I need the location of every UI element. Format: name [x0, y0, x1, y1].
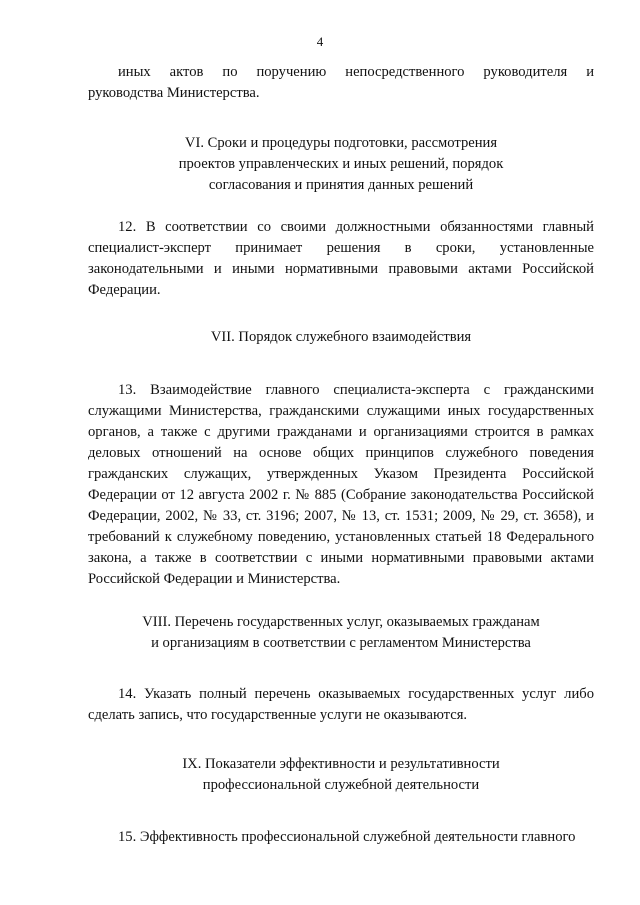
- continuation-paragraph: [88, 62, 594, 104]
- paragraph-14: 14. Указать полный перечень оказываемых государственных услуг либо сделать запись, что государственные услуги не оказываются.: [88, 686, 594, 723]
- section-6-heading: [88, 133, 594, 196]
- paragraph-13: 13. Взаимодействие главного специалиста-эксперта с гражданскими служащими Министерства, гражданскими служащими иных государственных органов, а также с другими гражданами и организациями строится в рамках деловых отношений на основе общих принципов служебного поведения гражданских служащих, утвержденных Указом Президента Российской Федерации от 12 августа 2002 г. № 885 (Собрание законодательства Российской Федерации, 2002, № 33, ст. 3196; 2007, № 13, ст. 1531; 2009, № 29, ст. 3658), и требований к служебному поведению, установленных статьей 18 Федерального закона, а также в соответствии с иными нормативными правовыми актами Российской Федерации и Министерства.: [88, 382, 594, 587]
- paragraph-15-start: 15. Эффективность профессиональной служебной деятельности главного: [118, 829, 576, 845]
- continuation-line-2: руководства Министерства.: [88, 85, 260, 101]
- section-7-heading: VII. Порядок служебного взаимодействия: [210, 329, 472, 345]
- section-8-heading-line-2: и организациям в соответствии с регламентом Министерства: [151, 635, 531, 651]
- paragraph-12: 12. В соответствии со своими должностными обязанностями главный специалист-эксперт принимает решения в сроки, установленные законодательными и иными нормативными правовыми актами Российской Федерации.: [88, 219, 594, 298]
- section-9-heading-line-1: IX. Показатели эффективности и результативности: [182, 756, 500, 772]
- section-9-heading: [88, 754, 594, 796]
- section-6-heading-line-3: согласования и принятия данных решений: [208, 177, 474, 193]
- section-6-heading-line-1: VI. Сроки и процедуры подготовки, рассмотрения: [184, 135, 498, 151]
- section-9-heading-line-2: профессиональной служебной деятельности: [202, 777, 480, 793]
- page-number: 4: [316, 34, 324, 49]
- section-6-heading-line-2: проектов управленческих и иных решений, порядок: [178, 156, 504, 172]
- section-8-heading: [88, 612, 594, 654]
- continuation-line-1: иных актов по поручению непосредственного руководителя и: [118, 64, 594, 80]
- section-8-heading-line-1: VIII. Перечень государственных услуг, оказываемых гражданам: [142, 614, 540, 630]
